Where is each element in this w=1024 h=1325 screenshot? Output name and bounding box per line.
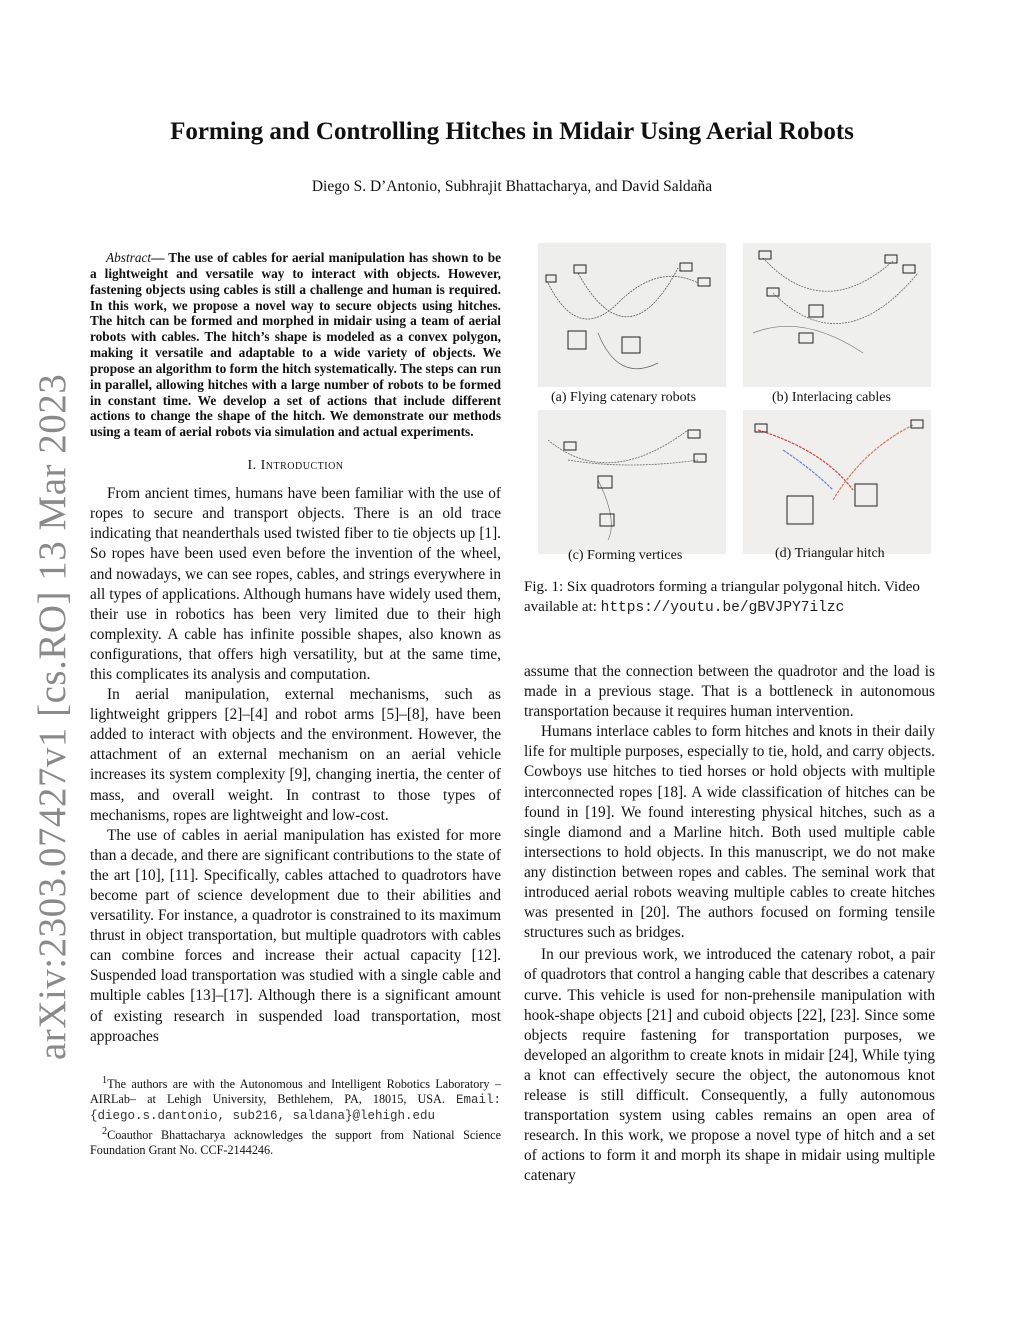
right-paragraph-3: In our previous work, we introduced the catenary robot, a pair of quadrotors that control a hanging cable that describes a catenary curve. This vehicle is used for non-prehensile manipulation with hook-shape objects [21] and cuboid objects [22], [23]. Since some objects require fastening for transportation purposes, we developed an algorithm to create knots in midair [24], While tying a knot can effectively secure the object, the autonomous knot release is still difficult. Consequently, a fully autonomous transportation system using cables remains an open area of research. In this work, we propose a novel type of hitch and a set of actions to form it and morph its shape in midair using multiple catenary	[524, 946, 935, 1185]
forming-vertices-photo	[538, 410, 726, 554]
flying-catenary-robots-photo	[538, 243, 726, 387]
subcaption-c: (c) Forming vertices	[568, 548, 683, 563]
footnote-1	[90, 1073, 501, 1124]
section-title: Introduction	[260, 458, 344, 474]
section-heading-introduction	[90, 458, 501, 474]
footnote-1-text: The authors are with the Autonomous and Intelligent Robotics Laboratory –AIRLab– at Lehigh University, Bethlehem, PA, 18015, USA.	[90, 1076, 501, 1106]
footnote-1-mark: 1	[102, 1074, 108, 1086]
footnotes	[90, 1073, 501, 1158]
abstract	[90, 250, 501, 440]
figure-panel-c	[538, 410, 726, 554]
figure-caption	[524, 577, 944, 618]
video-link[interactable]: https://youtu.be/gBVJPY7ilzc	[600, 600, 845, 616]
subcaption-a: (a) Flying catenary robots	[551, 390, 697, 405]
section-number: I.	[247, 458, 257, 474]
triangular-hitch-photo	[743, 410, 931, 554]
right-paragraph-1: assume that the connection between the quadrotor and the load is made in a previous stage. That is a bottleneck in autonomous transportation because it requires human intervention.	[524, 663, 935, 721]
subcaption-b: (b) Interlacing cables	[772, 390, 891, 405]
figure-panel-b	[743, 243, 931, 387]
subcaption-d: (d) Triangular hitch	[775, 546, 885, 561]
paper-authors: Diego S. D’Antonio, Subhrajit Bhattacharya, and David Saldaña	[311, 178, 713, 195]
footnote-2-text: Coauthor Bhattacharya acknowledges the support from National Science Foundation Grant No. CCF-2144246.	[90, 1127, 501, 1157]
arxiv-identifier: arXiv:2303.07427v1 [cs.RO] 13 Mar 2023	[31, 373, 74, 1060]
right-column	[524, 662, 935, 1186]
right-paragraph-2: Humans interlace cables to form hitches and knots in their daily life for multiple purposes, especially to tie, hold, and carry objects. Cowboys use hitches to tied horses or hold objects with multiple interconnected ropes [18]. A wide classification of hitches can be found in [19]. We found interesting physical hitches, such as a single diamond and a Marline hitch. Both used multiple cable intersections to hold objects. In this manuscript, we do not make any distinction between ropes and cables. The seminal work that introduced aerial robots weaving multiple cables to create hitches was presented in [20]. The authors focused on forming tensile structures such as bridges.	[524, 723, 935, 942]
paper-title: Forming and Controlling Hitches in Midair Using Aerial Robots	[170, 118, 854, 145]
figure-panel-a	[538, 243, 726, 387]
footnote-1-email: Email:{diego.s.dantonio, sub216, saldana}@lehigh.edu	[90, 1092, 501, 1123]
footnote-2	[90, 1124, 501, 1158]
interlacing-cables-photo	[743, 243, 931, 387]
intro-paragraph-3: The use of cables in aerial manipulation has existed for more than a decade, and there are significant contributions to the state of the art [10], [11]. Specifically, cables attached to quadrotors have become part of science development due to their abilities and versatility. For instance, a quadrotor is constrained to its maximum thrust in object transportation, but multiple quadrotors with cables can combine forces and increase their actual capacity [12]. Suspended load transportation was studied with a single cable and multiple cables [13]–[17]. Although there is a significant amount of existing research in suspended load transportation, most approaches	[90, 826, 501, 1045]
figure-caption-text: Fig. 1: Six quadrotors forming a triangular polygonal hitch. Video available at:	[524, 579, 920, 615]
figure-panel-d	[743, 410, 931, 554]
footnote-2-mark: 2	[102, 1125, 108, 1137]
intro-paragraph-2: In aerial manipulation, external mechanisms, such as lightweight grippers [2]–[4] and robot arms [5]–[8], have been added to interact with objects and the environment. However, the attachment of an external mechanism on an aerial vehicle increases its system complexity [9], changing inertia, the center of mass, and overall weight. In contrast to those types of mechanisms, ropes are lightweight and low-cost.	[90, 686, 501, 824]
abstract-label: Abstract	[106, 250, 152, 265]
left-column	[90, 250, 501, 1158]
intro-paragraph-1: From ancient times, humans have been familiar with the use of ropes to secure and transport objects. There is an old trace indicating that neanderthals used twisted fiber to tie objects up [1]. So ropes have been used even before the invention of the wheel, and nowadays, we can see ropes, cables, and strings everywhere in all types of applications. Although humans have widely used them, their use in robotics has been very limited due to their high complexity. A cable has infinite possible shapes, also known as configurations, that offers high versatility, but at the same time, this complicates its analysis and computation.	[90, 485, 501, 683]
abstract-text: — The use of cables for aerial manipulation has shown to be a lightweight and versatile way to interact with objects. However, fastening objects using cables is still a challenge and human is required. In this work, we propose a novel way to secure objects using hitches. The hitch can be formed and morphed in midair using a team of aerial robots with cables. The hitch’s shape is modeled as a convex polygon, making it versatile and adaptable to a wide variety of objects. We propose an algorithm to form the hitch systematically. The steps can run in parallel, allowing hitches with a large number of robots to be formed in constant time. We develop a set of actions that include different actions to change the shape of the hitch. We demonstrate our methods using a team of aerial robots via simulation and actual experiments.	[90, 250, 501, 440]
